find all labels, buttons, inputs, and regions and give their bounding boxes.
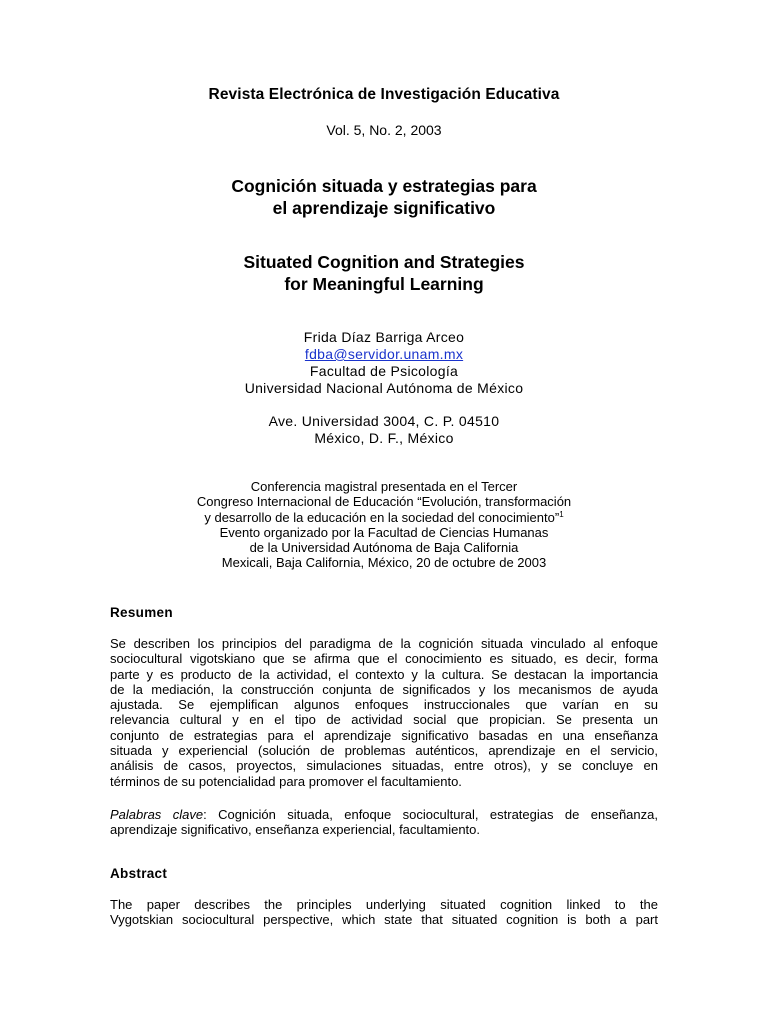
resumen-paragraph bbox=[110, 636, 658, 789]
conference-line-1: Conferencia magistral presentada en el Tercer bbox=[250, 479, 518, 494]
address-line-2: México, D. F., México bbox=[314, 430, 454, 446]
conference-note bbox=[0, 479, 768, 571]
resumen-line: ajustada. Se ejemplifican algunos enfoques instruccionales que varían en su bbox=[110, 697, 658, 713]
author-address bbox=[0, 413, 768, 447]
resumen-line: términos de su potencialidad para promover el facultamiento. bbox=[110, 773, 462, 789]
address-line-1: Ave. Universidad 3004, C. P. 04510 bbox=[268, 413, 500, 429]
title-es-line-2: el aprendizaje significativo bbox=[272, 198, 496, 218]
title-en-line-2: for Meaningful Learning bbox=[284, 274, 484, 294]
paper-title-spanish bbox=[0, 175, 768, 219]
abstract-heading: Abstract bbox=[110, 866, 168, 881]
resumen-line: de la mediación, la construcción conjunta de significados y los mecanismos de ayuda bbox=[110, 681, 658, 697]
author-email-link[interactable]: fdba@servidor.unam.mx bbox=[304, 346, 464, 362]
conference-line-6: Mexicali, Baja California, México, 20 de octubre de 2003 bbox=[221, 555, 547, 571]
resumen-line: análisis de casos, proyectos, simulaciones situadas, entre otros), y se concluye en bbox=[110, 758, 658, 774]
conference-line-3-wrap bbox=[0, 510, 768, 525]
title-es-line-1: Cognición situada y estrategias para bbox=[231, 176, 537, 196]
conference-line-3: y desarrollo de la educación en la sociedad del conocimiento” bbox=[204, 509, 560, 525]
resumen-line: relevancia cultural y en el tipo de actividad social que propician. Se presenta un bbox=[110, 712, 658, 728]
paper-title-english bbox=[0, 251, 768, 295]
resumen-line: sociocultural vigotskiano que se afirma que el conocimiento es situado, es decir, forma bbox=[110, 651, 658, 667]
abstract-line: Vygotskian sociocultural perspective, which state that situated cognition is both a part bbox=[110, 912, 658, 928]
keywords-line-2: aprendizaje significativo, enseñanza experiencial, facultamiento. bbox=[110, 822, 480, 838]
conference-line-5: de la Universidad Autónoma de Baja California bbox=[249, 540, 519, 556]
keywords-line-1 bbox=[110, 807, 658, 822]
abstract-paragraph bbox=[110, 897, 658, 928]
journal-title: Revista Electrónica de Investigación Educativa bbox=[208, 86, 560, 103]
author-university: Universidad Nacional Autónoma de México bbox=[244, 380, 524, 396]
keywords-paragraph bbox=[110, 807, 658, 838]
volume-info: Vol. 5, No. 2, 2003 bbox=[326, 122, 442, 138]
resumen-line: conjunto de estrategias para el aprendizaje significativo basadas en una enseñanza bbox=[110, 727, 658, 743]
conference-line-2: Congreso Internacional de Educación “Evolución, transformación bbox=[196, 494, 572, 510]
resumen-heading: Resumen bbox=[110, 605, 173, 620]
resumen-line: parte y es producto de la actividad, el contexto y la cultura. Se destacan la importancia bbox=[110, 666, 658, 682]
author-info bbox=[0, 329, 768, 397]
abstract-line: The paper describes the principles underlying situated cognition linked to the bbox=[110, 897, 658, 912]
resumen-line: situada y experiencial (solución de problemas auténticos, aprendizaje en el servicio, bbox=[110, 743, 658, 759]
keywords-text-1: : Cognición situada, enfoque sociocultural, estrategias de enseñanza, bbox=[203, 807, 658, 822]
author-faculty: Facultad de Psicología bbox=[309, 363, 459, 379]
resumen-line: Se describen los principios del paradigma de la cognición situada vinculado al enfoque bbox=[110, 636, 658, 651]
title-en-line-1: Situated Cognition and Strategies bbox=[243, 252, 525, 272]
conference-line-4: Evento organizado por la Facultad de Ciencias Humanas bbox=[219, 524, 549, 540]
keywords-label: Palabras clave bbox=[110, 807, 204, 822]
footnote-marker[interactable]: 1 bbox=[559, 509, 564, 519]
author-name: Frida Díaz Barriga Arceo bbox=[303, 329, 465, 345]
